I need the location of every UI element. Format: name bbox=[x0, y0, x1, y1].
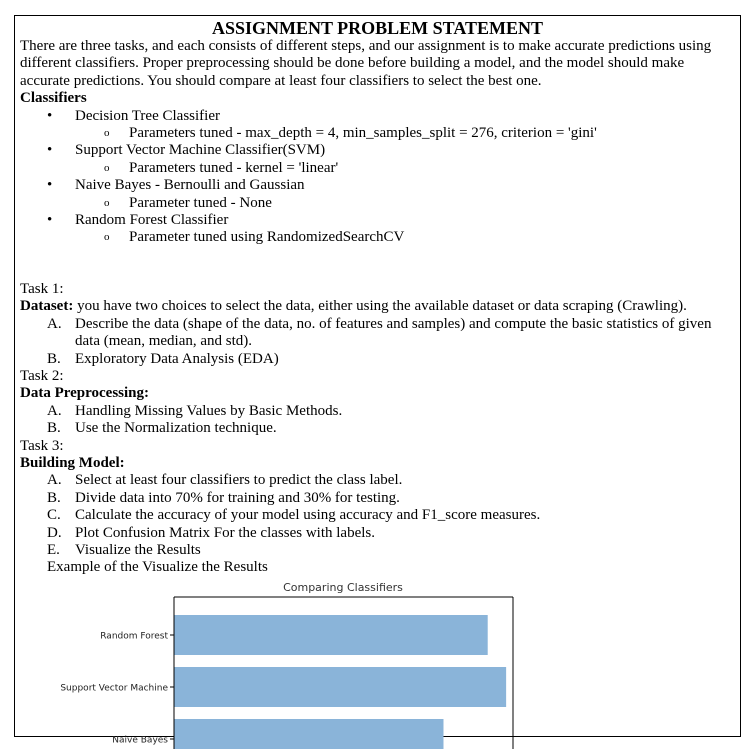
y-tick-label: Random Forest bbox=[100, 631, 168, 642]
bullet-icon: • bbox=[47, 177, 53, 194]
list-marker: B. bbox=[47, 489, 61, 506]
classifier-name: Naive Bayes - Bernoulli and Gaussian bbox=[75, 177, 305, 194]
list-text: Divide data into 70% for training and 30% for testing. bbox=[75, 489, 400, 506]
document-content bbox=[20, 16, 735, 749]
list-marker: B. bbox=[47, 420, 61, 437]
classifier-detail: Parameters tuned - kernel = 'linear' bbox=[129, 159, 339, 176]
list-item bbox=[20, 490, 735, 507]
classifier-name: Support Vector Machine Classifier(SVM) bbox=[75, 142, 326, 159]
list-item bbox=[20, 420, 735, 437]
intro-paragraph: There are three tasks, and each consists of different steps, and our assignment is to make accurate predictions using different classifiers. Proper preprocessing should be done before building a model, and the model should make accurate predictions. You should compare at least four classifiers to select the best one. bbox=[20, 38, 712, 89]
sub-bullet-icon: o bbox=[104, 127, 110, 140]
classifiers-heading: Classifiers bbox=[20, 90, 87, 107]
list-item bbox=[20, 525, 735, 542]
task3-heading: Building Model: bbox=[20, 454, 125, 471]
task2-heading: Data Preprocessing: bbox=[20, 385, 150, 402]
chart-bar bbox=[175, 615, 488, 655]
list-marker: C. bbox=[47, 507, 61, 524]
classifier-item bbox=[20, 177, 735, 212]
classifier-detail: Parameter tuned using RandomizedSearchCV bbox=[129, 229, 405, 246]
list-item bbox=[20, 542, 735, 559]
bullet-icon: • bbox=[47, 107, 53, 124]
task1-label: Task 1: bbox=[20, 280, 64, 297]
list-item bbox=[20, 507, 735, 524]
example-caption: Example of the Visualize the Results bbox=[47, 559, 268, 576]
list-text: Plot Confusion Matrix For the classes with labels. bbox=[75, 524, 375, 541]
chart-bar bbox=[175, 667, 507, 707]
y-tick-label: Support Vector Machine bbox=[60, 683, 168, 694]
list-marker: A. bbox=[47, 472, 62, 489]
list-marker: A. bbox=[47, 402, 62, 419]
list-text: Handling Missing Values by Basic Methods. bbox=[75, 402, 343, 419]
page-title: ASSIGNMENT PROBLEM STATEMENT bbox=[211, 18, 544, 38]
list-text: Calculate the accuracy of your model using accuracy and F1_score measures. bbox=[75, 507, 541, 524]
task3-label: Task 3: bbox=[20, 437, 64, 454]
classifier-item bbox=[20, 108, 735, 143]
document-frame bbox=[14, 15, 741, 746]
sub-bullet-icon: o bbox=[104, 161, 110, 174]
list-marker: D. bbox=[47, 524, 62, 541]
list-text: Describe the data (shape of the data, no. of features and samples) and compute the basic statistics of given data (mean, median, and std). bbox=[75, 315, 712, 350]
classifier-item bbox=[20, 212, 735, 247]
task2-label: Task 2: bbox=[20, 367, 64, 384]
y-tick-label: Naive Bayes bbox=[112, 735, 168, 746]
classifier-name: Decision Tree Classifier bbox=[75, 107, 220, 124]
list-text: Use the Normalization technique. bbox=[75, 420, 277, 437]
classifier-item bbox=[20, 142, 735, 177]
list-item bbox=[20, 316, 735, 351]
list-text: Exploratory Data Analysis (EDA) bbox=[75, 350, 279, 367]
list-item bbox=[20, 351, 735, 368]
bullet-icon: • bbox=[47, 212, 53, 229]
list-item bbox=[20, 472, 735, 489]
sub-bullet-icon: o bbox=[104, 196, 110, 209]
list-marker: B. bbox=[47, 350, 61, 367]
list-marker: E. bbox=[47, 541, 60, 558]
chart-bar bbox=[175, 719, 444, 749]
task1-heading: Dataset: bbox=[20, 298, 74, 315]
list-marker: A. bbox=[47, 315, 62, 332]
task2-list bbox=[20, 403, 735, 438]
classifier-name: Random Forest Classifier bbox=[75, 212, 229, 229]
sub-bullet-icon: o bbox=[104, 231, 110, 244]
chart-svg bbox=[20, 579, 735, 749]
classifier-detail: Parameters tuned - max_depth = 4, min_samples_split = 276, criterion = 'gini' bbox=[129, 125, 597, 142]
task1-description bbox=[20, 298, 735, 315]
task1-heading-rest: you have two choices to select the data, either using the available dataset or data scraping (Crawling). bbox=[73, 298, 687, 315]
bullet-icon: • bbox=[47, 142, 53, 159]
classifier-list bbox=[20, 108, 735, 247]
list-text: Visualize the Results bbox=[75, 541, 201, 558]
task1-list bbox=[20, 316, 735, 368]
list-text: Select at least four classifiers to predict the class label. bbox=[75, 472, 403, 489]
list-item bbox=[20, 403, 735, 420]
comparison-chart bbox=[20, 579, 735, 749]
task3-list bbox=[20, 472, 735, 559]
chart-title: Comparing Classifiers bbox=[283, 580, 403, 594]
classifier-detail: Parameter tuned - None bbox=[129, 194, 272, 211]
